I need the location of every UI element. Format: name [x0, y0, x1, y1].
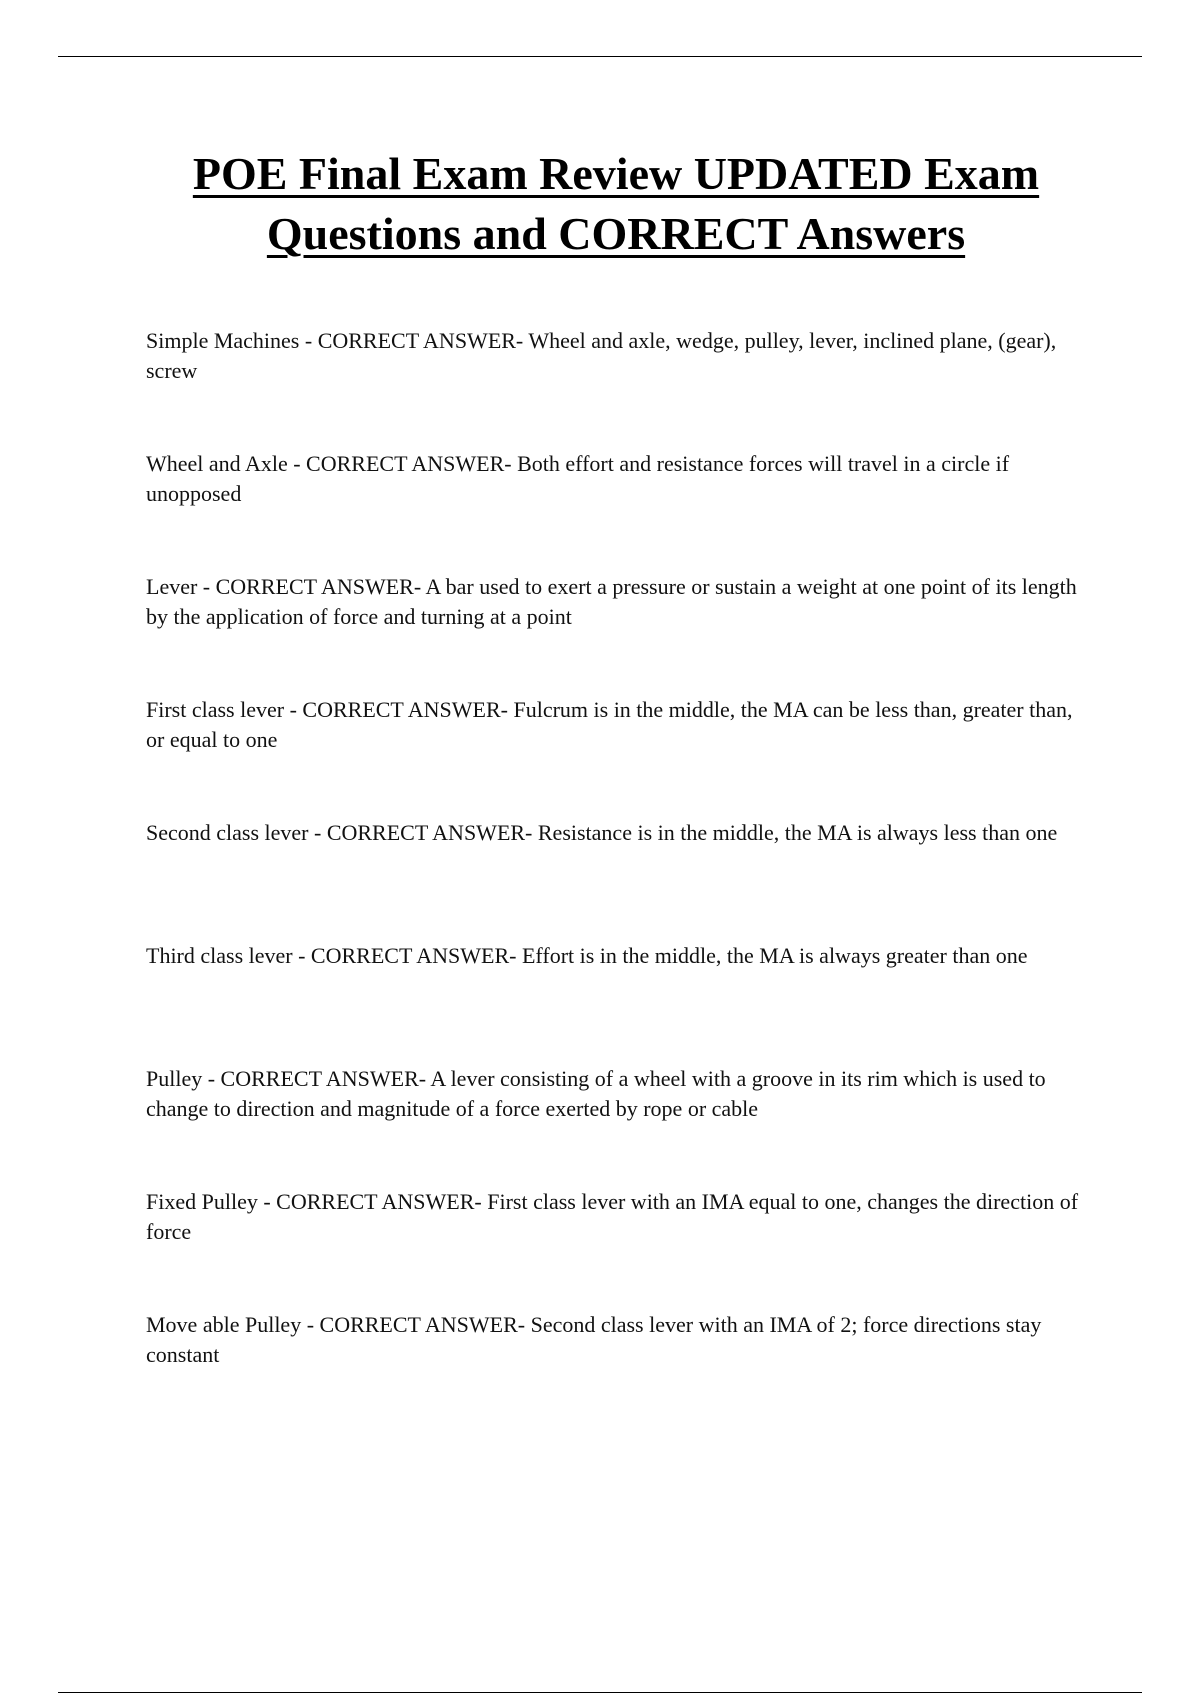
footer-rule	[58, 1692, 1142, 1693]
qa-item-lever: Lever - CORRECT ANSWER- A bar used to exert a pressure or sustain a weight at one point of its length by the application of force and turning at a point	[146, 574, 1077, 629]
qa-item-second-class-lever: Second class lever - CORRECT ANSWER- Resistance is in the middle, the MA is always less than one	[146, 820, 1058, 845]
header-rule	[58, 56, 1142, 57]
qa-list	[146, 326, 1096, 1433]
qa-item-first-class-lever: First class lever - CORRECT ANSWER- Fulcrum is in the middle, the MA can be less than, greater than, or equal to one	[146, 697, 1073, 752]
qa-item-simple-machines: Simple Machines - CORRECT ANSWER- Wheel and axle, wedge, pulley, lever, inclined plane, (gear), screw	[146, 328, 1057, 383]
qa-item-wheel-and-axle: Wheel and Axle - CORRECT ANSWER- Both effort and resistance forces will travel in a circle if unopposed	[146, 451, 1010, 506]
document-title: POE Final Exam Review UPDATED Exam Questions and CORRECT Answers	[192, 148, 1040, 259]
qa-item-third-class-lever: Third class lever - CORRECT ANSWER- Effort is in the middle, the MA is always greater than one	[146, 943, 1028, 968]
qa-item-fixed-pulley: Fixed Pulley - CORRECT ANSWER- First class lever with an IMA equal to one, changes the direction of force	[146, 1189, 1079, 1244]
qa-item-moveable-pulley: Move able Pulley - CORRECT ANSWER- Second class lever with an IMA of 2; force directions stay constant	[146, 1312, 1042, 1367]
qa-item-pulley: Pulley - CORRECT ANSWER- A lever consisting of a wheel with a groove in its rim which is used to change to direction and magnitude of a force exerted by rope or cable	[146, 1066, 1046, 1121]
